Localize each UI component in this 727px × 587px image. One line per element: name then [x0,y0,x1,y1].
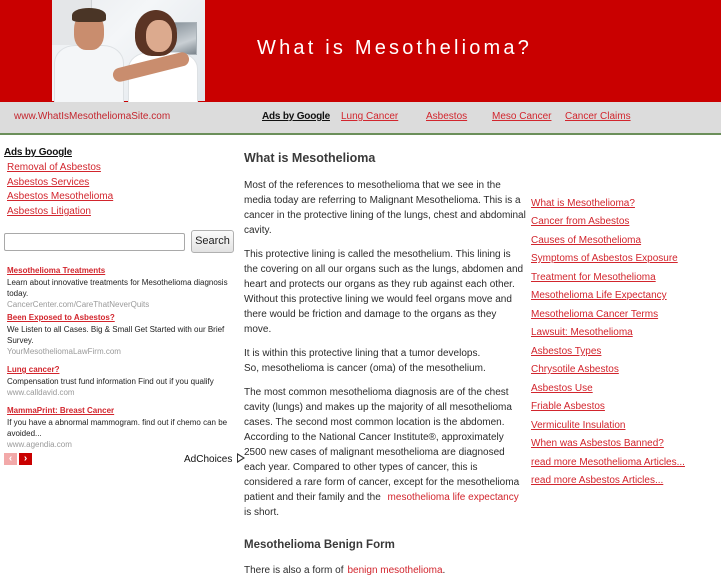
sidebar-link-asbestos-use[interactable]: Asbestos Use [531,383,593,394]
sidebar-link-treatment-for-mesothelioma[interactable]: Treatment for Mesothelioma [531,272,656,283]
article-paragraph: This protective lining is called the mesothelium. This lining is the covering on all our organs such as the lungs, abdomen and heart and protects our organs as they rub against each other. Without this protective lining we would feel organs move and there would be friction and damage to the organs as they move. [244,249,524,335]
sidebar-link-what-is-mesothelioma[interactable]: What is Mesothelioma? [531,198,635,209]
benign-mesothelioma-link[interactable]: benign mesothelioma [347,565,443,576]
ad-block [7,405,242,450]
sidebar-link-mesothelioma-cancer-terms[interactable]: Mesothelioma Cancer Terms [531,309,659,320]
ad-block [7,312,242,357]
ad-link-removal-of-asbestos[interactable]: Removal of Asbestos [7,162,101,173]
article-heading: What is Mesothelioma [244,151,376,165]
ad-title-link[interactable]: Lung cancer? [7,365,60,374]
article-text: . [442,565,446,576]
nav-link-lung-cancer[interactable]: Lung Cancer [341,111,399,122]
ad-description: Learn about innovative treatments for Mesothelioma diagnosis today. [7,278,228,298]
ad-title-link[interactable]: MammaPrint: Breast Cancer [7,406,115,415]
article-paragraph [244,385,526,520]
sidebar-link-vermiculite-insulation[interactable]: Vermiculite Insulation [531,420,626,431]
article-paragraph [244,346,526,376]
ad-block [7,265,242,310]
ad-block [7,364,242,398]
site-title: What is Mesothelioma? [257,37,533,59]
nav-link-meso-cancer[interactable]: Meso Cancer [492,111,552,122]
sidebar-link-symptoms-of-asbestos-exposure[interactable]: Symptoms of Asbestos Exposure [531,253,678,264]
search-input[interactable] [4,233,185,251]
sidebar-link-mesothelioma-life-expectancy[interactable]: Mesothelioma Life Expectancy [531,290,667,301]
site-url-link[interactable]: www.WhatIsMesotheliomaSite.com [14,111,171,122]
article-text: is short. [244,507,280,518]
ad-title-link[interactable]: Mesothelioma Treatments [7,266,106,275]
ads-next-arrow-icon[interactable]: › [19,453,32,465]
ads-prev-arrow-icon[interactable]: ‹ [4,453,17,465]
sidebar-link-cancer-from-asbestos[interactable]: Cancer from Asbestos [531,216,630,227]
article-line: So, mesothelioma is cancer (oma) of the mesothelium. [244,363,486,374]
ad-url-link[interactable]: CancerCenter.com/CareThatNeverQuits [7,300,150,309]
ad-description: If you have a abnormal mammogram. find out if chemo can be avoided... [7,418,228,438]
main-article [244,150,526,587]
adchoices-link[interactable] [184,453,245,465]
ad-description: Compensation trust fund information Find out if you qualify [7,377,214,386]
article-paragraph [244,563,526,578]
ad-link-asbestos-litigation[interactable]: Asbestos Litigation [7,206,91,217]
ad-link-asbestos-mesothelioma[interactable]: Asbestos Mesothelioma [7,191,114,202]
sidebar-link-more-mesothelioma-articles[interactable]: read more Mesothelioma Articles... [531,457,685,468]
ad-link-asbestos-services[interactable]: Asbestos Services [7,177,90,188]
ad-url-link[interactable]: YourMesotheliomaLawFirm.com [7,347,121,356]
section-heading-benign: Mesothelioma Benign Form [244,539,395,551]
adchoices-label: AdChoices [184,454,233,465]
nav-link-asbestos[interactable]: Asbestos [426,111,468,122]
ad-description: We Listen to all Cases. Big & Small Get Started with our Brief Survey. [7,325,225,345]
sidebar-link-friable-asbestos[interactable]: Friable Asbestos [531,401,605,412]
article-paragraph: Most of the references to mesothelioma that we see in the media today are referring to Malignant Mesothelioma. This is a cancer in the protective lining of the lungs, chest and abdominal cavity. [244,180,526,236]
left-ads-by-google-label[interactable]: Ads by Google [4,147,72,158]
sidebar-link-lawsuit-mesothelioma[interactable]: Lawsuit: Mesothelioma [531,327,633,338]
sidebar-link-more-asbestos-articles[interactable]: read more Asbestos Articles... [531,475,664,486]
header-banner [0,0,721,102]
ad-url-link[interactable]: www.calldavid.com [7,388,75,397]
ads-by-google-label[interactable]: Ads by Google [262,111,330,122]
article-text: There is also a form of [244,565,344,576]
ad-title-link[interactable]: Been Exposed to Asbestos? [7,313,115,322]
article-line: It is within this protective lining that a tumor develops. [244,348,481,359]
article-text: The most common mesothelioma diagnosis are of the chest cavity (lungs) and makes up the majority of all mesothelioma cases. The second most common location is the abdomen. According to the National Cancer Institute®, approximately 2500 new cases of malignant mesothelioma are diagnosed each year. Compared to other types of cancer, this is considered a rare form of cancer, except for the mesothelioma patient and their family and the [244,387,520,503]
ad-url-link[interactable]: www.agendia.com [7,440,72,449]
sidebar-link-causes-of-mesothelioma[interactable]: Causes of Mesothelioma [531,235,642,246]
top-navbar [0,102,721,135]
banner-edge [721,0,727,102]
sidebar-link-asbestos-types[interactable]: Asbestos Types [531,346,602,357]
doctors-photo [52,0,205,101]
search-button[interactable]: Search [191,230,234,253]
sidebar-link-chrysotile-asbestos[interactable]: Chrysotile Asbestos [531,364,619,375]
life-expectancy-link[interactable]: mesothelioma life expectancy [387,492,519,503]
sidebar-link-when-was-asbestos-banned[interactable]: When was Asbestos Banned? [531,438,664,449]
nav-link-cancer-claims[interactable]: Cancer Claims [565,111,631,122]
